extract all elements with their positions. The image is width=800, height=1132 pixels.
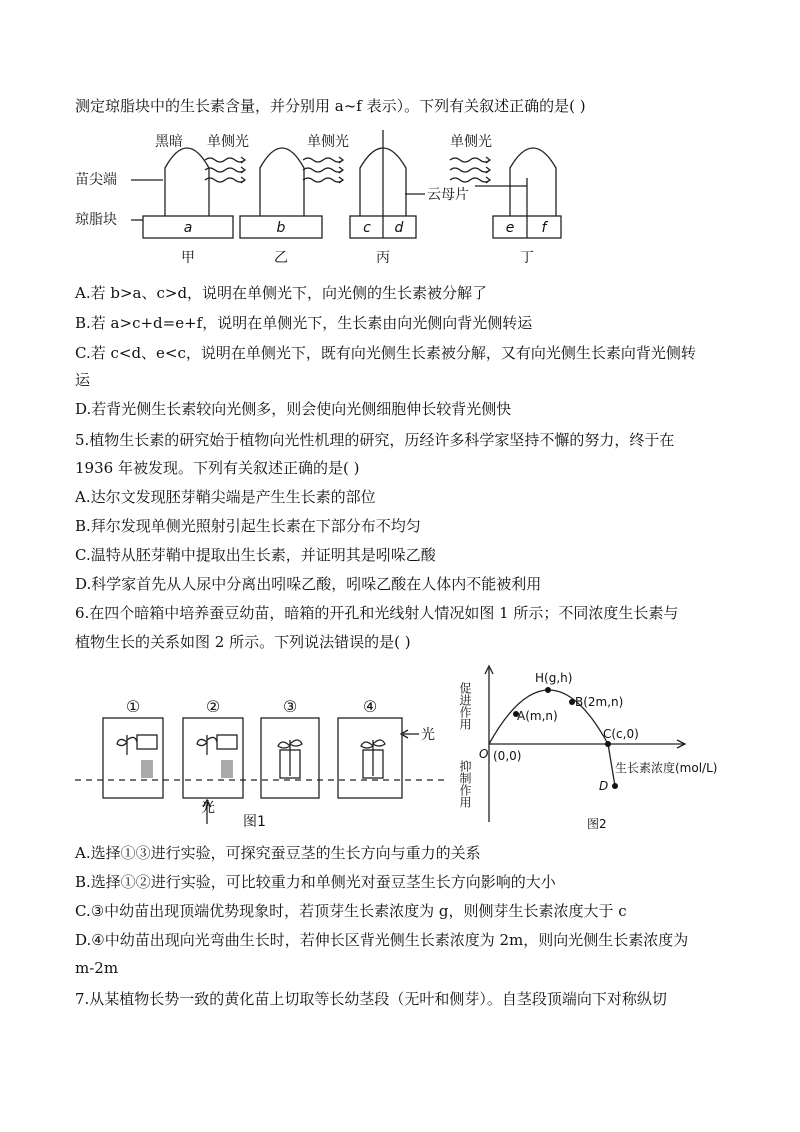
- q4-figure: [75, 128, 575, 268]
- light-arrow-1a: [205, 157, 245, 163]
- point-d: [612, 783, 618, 789]
- block-a: a: [183, 220, 193, 236]
- q6-option-d: D.④中幼苗出现向光弯曲生长时，若伸长区背光侧生长素浓度为 2m，则向光侧生长素浓度为: [75, 931, 689, 949]
- q5-option-b: B.拜尔发现单侧光照射引起生长素在下部分布不均匀: [75, 517, 421, 535]
- origin-label: O: [479, 747, 489, 761]
- label-side-light-1: 单侧光: [207, 134, 249, 150]
- point-d-label: D: [599, 779, 609, 793]
- q7-stem: 7.从某植物长势一致的黄化苗上切取等长幼茎段（无叶和侧芽）。自茎段顶端向下对称纵切: [75, 990, 667, 1008]
- box-2: [183, 718, 243, 798]
- block-e: e: [505, 220, 515, 236]
- q5-option-a: A.达尔文发现胚芽鞘尖端是产生生长素的部位: [75, 488, 376, 506]
- q6-option-a: A.选择①③进行实验，可探究蚕豆茎的生长方向与重力的关系: [75, 844, 481, 862]
- label-side-light-3: 单侧光: [450, 134, 492, 150]
- box-4-number: ④: [362, 697, 378, 716]
- point-h: [545, 687, 551, 693]
- panel-jia: 甲: [181, 250, 195, 266]
- label-dark: 黑暗: [155, 134, 183, 150]
- point-a-label: A(m,n): [517, 709, 558, 723]
- box-1: [103, 718, 163, 798]
- q6-stem-1: 6.在四个暗箱中培养蚕豆幼苗，暗箱的开孔和光线射人情况如图 1 所示；不同浓度生长素与: [75, 604, 679, 622]
- q6-figure-2: [458, 662, 745, 834]
- stand-box2: [221, 760, 233, 778]
- y-label-promote: 促进作用: [458, 682, 472, 730]
- coleoptile-jia: [165, 148, 209, 216]
- label-mica: 云母片: [427, 187, 469, 203]
- box-3-number: ③: [282, 697, 298, 716]
- q4-intro: 测定琼脂块中的生长素含量，并分别用 a~f 表示）。下列有关叙述正确的是( ): [75, 97, 586, 115]
- light-arrow-3: [450, 157, 490, 163]
- q5-stem-1: 5.植物生长素的研究始于植物向光性机理的研究，历经许多科学家坚持不懈的努力，终于在: [75, 431, 675, 449]
- light-label-box2: 光: [201, 800, 215, 816]
- q4-option-c-cont: 运: [75, 371, 91, 389]
- q4-option-b: B.若 a>c+d=e+f，说明在单侧光下，生长素由向光侧向背光侧转运: [75, 314, 533, 332]
- y-label-inhibit: 抑制作用: [458, 760, 472, 808]
- light-label-box4: 光: [421, 727, 435, 743]
- box-4: [338, 718, 402, 798]
- panel-ding: 丁: [520, 250, 534, 266]
- q5-option-c: C.温特从胚芽鞘中提取出生长素，并证明其是吲哚乙酸: [75, 546, 436, 564]
- stand-box1: [141, 760, 153, 778]
- point-c-label: C(c,0): [603, 727, 639, 741]
- box-1-number: ①: [125, 697, 141, 716]
- q6-stem-2: 植物生长的关系如图 2 所示。下列说法错误的是( ): [75, 633, 411, 651]
- point-o-label: (0,0): [493, 749, 522, 763]
- q6-option-b: B.选择①②进行实验，可比较重力和单侧光对蚕豆茎生长方向影响的大小: [75, 873, 556, 891]
- q4-option-a: A.若 b>a、c>d，说明在单侧光下，向光侧的生长素被分解了: [75, 284, 488, 302]
- q6-option-c: C.③中幼苗出现顶端优势现象时，若顶芽生长素浓度为 g，则侧芽生长素浓度大于 c: [75, 902, 627, 920]
- label-tip: 苗尖端: [75, 172, 117, 188]
- q6-option-d-cont: m-2m: [75, 959, 119, 977]
- x-axis-label: 生长素浓度(mol/L): [615, 761, 718, 775]
- figure-2-caption: 图2: [587, 817, 607, 831]
- block-b: b: [276, 220, 286, 236]
- block-c: c: [363, 220, 371, 236]
- light-arrow-2: [303, 157, 343, 163]
- block-f: f: [541, 220, 547, 236]
- block-d: d: [394, 220, 404, 236]
- point-c: [605, 741, 611, 747]
- q5-option-d: D.科学家首先从人尿中分离出吲哚乙酸，吲哚乙酸在人体内不能被利用: [75, 575, 542, 593]
- label-side-light-2: 单侧光: [307, 134, 349, 150]
- panel-bing: 丙: [376, 250, 390, 266]
- point-b-label: B(2m,n): [575, 695, 624, 709]
- q4-option-c: C.若 c<d、e<c，说明在单侧光下，既有向光侧生长素被分解，又有向光侧生长素向背光侧转: [75, 344, 696, 362]
- coleoptile-yi: [260, 148, 304, 216]
- q5-stem-2: 1936 年被发现。下列有关叙述正确的是( ): [75, 459, 360, 477]
- panel-yi: 乙: [274, 250, 288, 266]
- q4-option-d: D.若背光侧生长素较向光侧多，则会使向光侧细胞伸长较背光侧快: [75, 400, 512, 418]
- coleoptile-ding: [510, 148, 556, 216]
- figure-1-caption: 图1: [243, 814, 266, 830]
- q6-figure-1: [75, 690, 455, 840]
- box-2-number: ②: [205, 697, 221, 716]
- label-agar: 琼脂块: [75, 212, 117, 228]
- point-h-label: H(g,h): [535, 671, 573, 685]
